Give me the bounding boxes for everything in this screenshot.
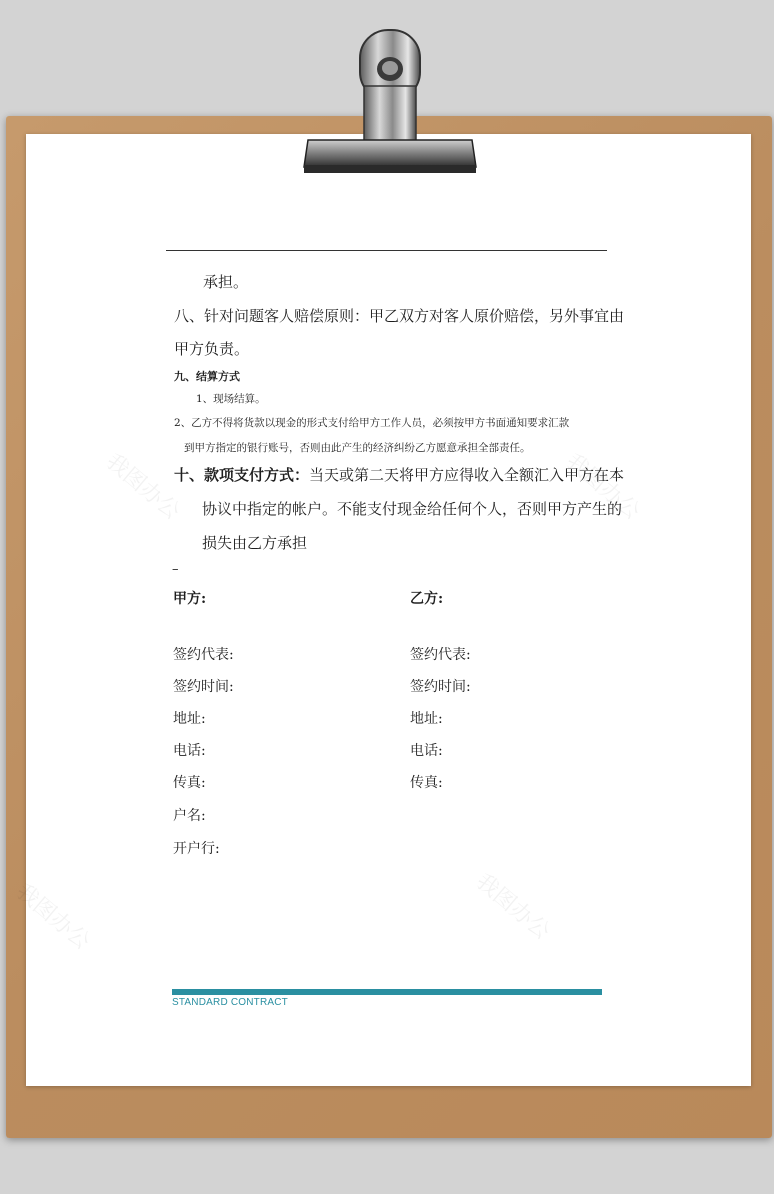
- party-b-title: 乙方:: [410, 591, 444, 607]
- party-a-sign-date: 签约时间:: [173, 679, 234, 695]
- clause-9-item-2-continuation: 到甲方指定的银行账号，否则由此产生的经济纠纷乙方愿意承担全部责任。: [184, 442, 531, 454]
- clause-9-item-2: 2、乙方不得将货款以现金的形式支付给甲方工作人员，必须按甲方书面通知要求汇款: [174, 417, 570, 429]
- party-a-representative: 签约代表:: [173, 647, 234, 663]
- clause-9-item-1: 1、现场结算。: [196, 393, 266, 405]
- party-b-sign-date: 签约时间:: [410, 679, 471, 695]
- dash-mark: –: [172, 562, 179, 577]
- party-b-fax: 传真:: [410, 775, 443, 791]
- paragraph-continuation: 承担。: [203, 273, 249, 291]
- watermark: 我图办公: [470, 869, 555, 945]
- party-b-representative: 签约代表:: [410, 647, 471, 663]
- header-rule: [166, 250, 607, 251]
- watermark: 我图办公: [10, 879, 95, 955]
- party-b-phone: 电话:: [410, 743, 443, 759]
- footer-label: STANDARD CONTRACT: [172, 997, 288, 1008]
- clause-10-continuation-2: 损失由乙方承担: [202, 534, 308, 552]
- party-a-title: 甲方:: [173, 591, 207, 607]
- party-a-fax: 传真:: [173, 775, 206, 791]
- footer-bar: [172, 989, 602, 995]
- watermark: 我图办公: [560, 449, 645, 525]
- paper-sheet: [26, 134, 751, 1086]
- party-a-bank: 开户行:: [173, 841, 220, 857]
- clause-10-text: 当天或第二天将甲方应得收入全额汇入甲方在本: [309, 466, 625, 484]
- clause-8: 八、针对问题客人赔偿原则：甲乙双方对客人原价赔偿，另外事宜由: [174, 307, 625, 325]
- party-a-phone: 电话:: [173, 743, 206, 759]
- party-a-account-name: 户名:: [173, 808, 206, 824]
- clause-10: [174, 464, 624, 485]
- clause-10-title: 十、款项支付方式：: [174, 466, 310, 484]
- party-b-address: 地址:: [410, 711, 443, 727]
- watermark: 我图办公: [100, 449, 185, 525]
- party-a-address: 地址:: [173, 711, 206, 727]
- clause-8-continuation: 甲方负责。: [174, 340, 250, 358]
- binder-clip-icon: [290, 22, 480, 182]
- clause-9-title: 九、结算方式: [174, 370, 240, 383]
- clause-10-continuation-1: 协议中指定的帐户。不能支付现金给任何个人，否则甲方产生的: [202, 500, 623, 518]
